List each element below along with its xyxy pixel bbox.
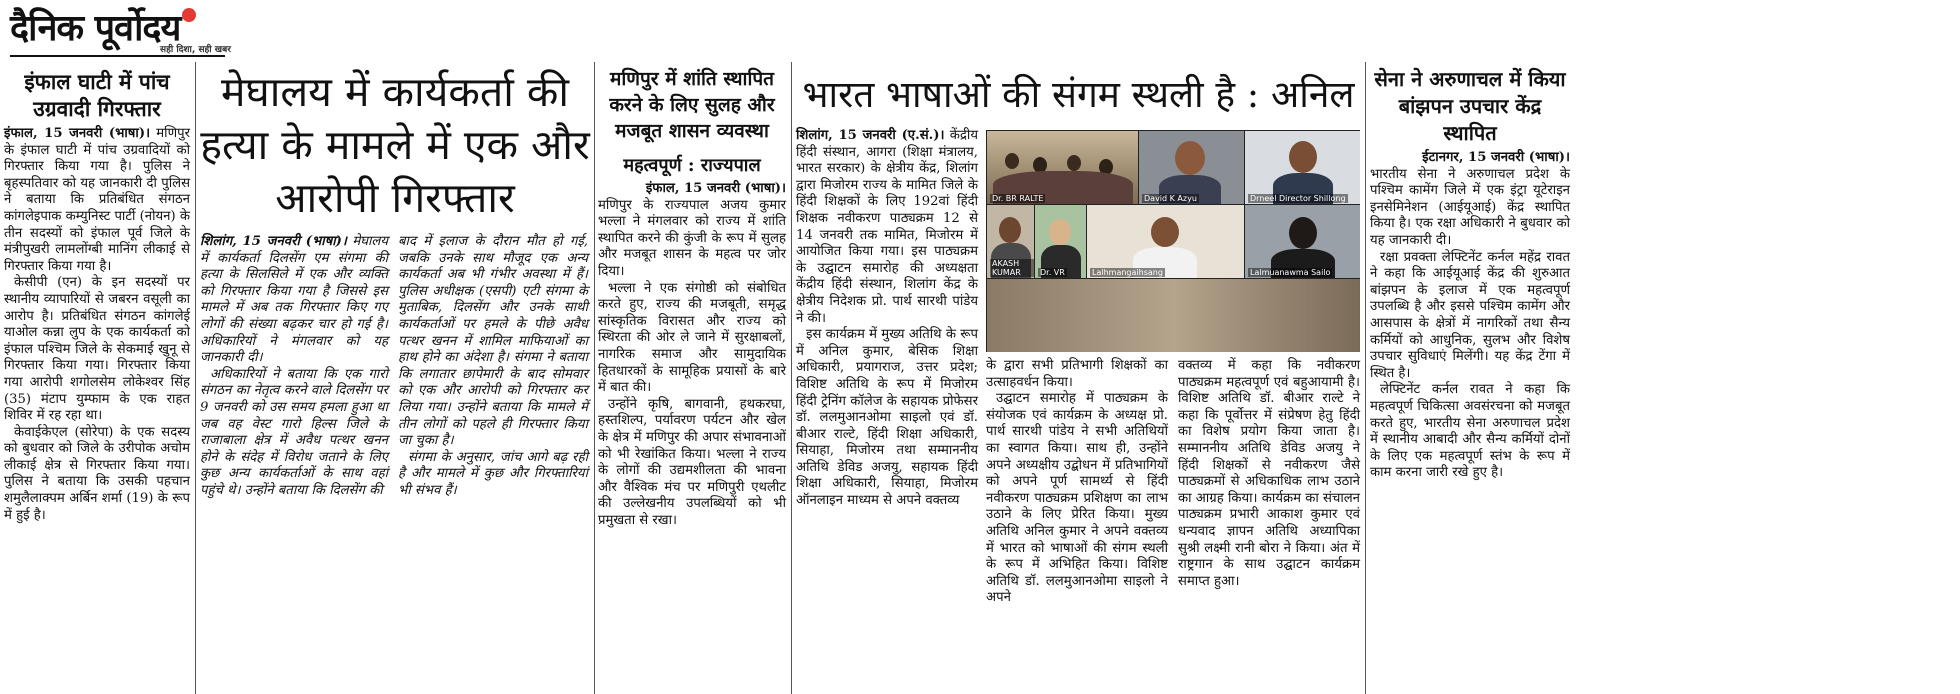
story-meghalaya-dateline: शिलांग, 15 जनवरी (भाषा)। bbox=[200, 234, 347, 249]
story-imphal bbox=[4, 68, 190, 524]
masthead-tagline: सही दिशा, सही खबर bbox=[160, 45, 231, 55]
photo-tile-director bbox=[1244, 130, 1360, 206]
photo-person bbox=[1289, 217, 1317, 249]
story-arunachal-headline: सेना ने अरुणाचल में किया बांझपन उपचार केंद्र स्थापित bbox=[1374, 67, 1566, 145]
story-arunachal bbox=[1370, 66, 1956, 482]
masthead-dot-icon bbox=[182, 8, 196, 22]
photo-person bbox=[1049, 219, 1071, 245]
story-language-col3 bbox=[1178, 358, 1360, 590]
story-meghalaya bbox=[200, 66, 590, 498]
photo-label: David K Azyu bbox=[1144, 194, 1197, 203]
story-language-dateline: शिलांग, 15 जनवरी (ए.सं.)। bbox=[796, 128, 945, 143]
story-meghalaya-headline: मेघालय में कार्यकर्ता की हत्या के मामले में एक और आरोपी गिरफ्तार bbox=[200, 68, 590, 222]
story-language-headline: भारत भाषाओं की संगम स्थली है : अनिल bbox=[802, 73, 1355, 116]
story-imphal-p1: मणिपुर के इंफाल घाटी में पांच उग्रवादियों को गिरफ्तार किया गया है। पुलिस ने बृहस्पतिवार को यह जानकारी दी पुलिस ने बताया कि प्रतिबंधित संगठन कांगलेइपाक कम्युनिस्ट पार्टी (नोयन) के तीन सदस्यों को इंफाल पूर्व जिले के मंत्रीपुखरी लामलोंग्बी मानिंग लीकाई से गिरफ्तार किया गया है। bbox=[4, 126, 190, 274]
photo-tile-akash bbox=[986, 204, 1036, 280]
photo-person bbox=[1067, 155, 1081, 171]
story-manipur-dateline: इंफाल, 15 जनवरी (भाषा)। bbox=[645, 181, 786, 196]
photo-label: Dr. VR bbox=[1040, 268, 1065, 277]
story-arunachal-p3: लेफ्टिनेंट कर्नल रावत ने कहा कि महत्वपूर्ण चिकित्सा अवसंरचना को मजबूत करते हुए, भारतीय सेना अरुणाचल प्रदेश में स्थानीय आबादी और सैन्य कर्मियों दोनों के लिए एक महत्वपूर्ण स्तंभ के रूप में काम करना जारी रखे हुए है। bbox=[1370, 382, 1570, 481]
photo-label: Lalhmangaihsang bbox=[1092, 268, 1163, 277]
story-language-p2: इस कार्यक्रम में मुख्य अतिथि के रूप में अनिल कुमार, बेसिक शिक्षा अधिकारी, प्रयागराज, उत्तर प्रदेश; विशिष्ट अतिथि के रूप में मिजोरम हिंदी ट्रेनिंग कॉलेज के सहायक प्रोफेसर डॉ. ललमुआनओमा साइलो एवं डॉ. बीआर राल्टे, हिंदी शिक्षा अधिकारी, सियाहा, मिजोरम तथा सम्माननीय अतिथि डेविड अजयु, सहायक हिंदी शिक्षा अधिकारी, सियाहा, मिजोरम ऑनलाइन माध्यम से अपने वक्तव्य bbox=[796, 327, 978, 509]
photo-person bbox=[1005, 153, 1019, 169]
photo-person bbox=[999, 217, 1021, 243]
photo-label: Dr. BR RALTE bbox=[992, 194, 1044, 203]
story-language-c2: के द्वारा सभी प्रतिभागी शिक्षकों का उत्साहवर्धन किया। bbox=[986, 358, 1168, 390]
story-language bbox=[796, 66, 1361, 606]
story-imphal-body bbox=[4, 126, 190, 524]
video-conference-photo bbox=[986, 130, 1360, 352]
story-manipur-p1: मणिपुर के राज्यपाल अजय कुमार भल्ला ने मंगलवार को राज्य में शांति स्थापित करने की कुंजी के रूप में सुलह और मजबूत शासन के महत्व पर जोर दिया। bbox=[598, 197, 786, 279]
story-language-col1 bbox=[796, 128, 978, 510]
column-rule bbox=[1365, 62, 1366, 694]
story-arunachal-body bbox=[1370, 150, 1570, 482]
story-language-c2b: उद्घाटन समारोह में पाठ्यक्रम के संयोजक एवं कार्यक्रम के अध्यक्ष प्रो. पार्थ सारथी पांडेय ने सभी अतिथियों का स्वागत किया। साथ ही, उन्होंने अपने अध्यक्षीय उद्बोधन में प्रतिभागियों को अपने पूर्ण सामर्थ्य से हिंदी नवीकरण पाठ्यक्रम प्रशिक्षण का लाभ उठाने के लिए प्रेरित किया। मुख्य अतिथि अनिल कुमार ने अपने वक्तव्य में भारत को भाषाओं की संगम स्थली के रूप में अभिहित किया। विशिष्ट अतिथि डॉ. ललमुआनओमा साइलो ने अपने bbox=[986, 391, 1168, 606]
photo-tile-drvr bbox=[1034, 204, 1088, 280]
masthead bbox=[10, 2, 235, 54]
story-language-col2 bbox=[986, 358, 1168, 607]
story-meghalaya-col2b: संगमा के अनुसार, जांच आगे बढ़ रही है और मामले में कुछ और गिरफ्तारियां भी संभव हैं। bbox=[398, 449, 588, 498]
story-meghalaya-col2-text: बाद में इलाज के दौरान मौत हो गई, जबकि उनके साथ मौजूद एक अन्य कार्यकर्ता अब भी गंभीर अवस्था में हैं। पुलिस अधीक्षक (एसपी) एटी संगमा के मुताबिक, दिलसेंग और उनके साथी कार्यकर्ताओं पर हमले के पीछे अवैध पत्थर खनन में शामिल माफियाओं का हाथ होने का अंदेशा है। संगमा ने बताया कि लगातार छापेमारी के बाद सोमवार को एक और आरोपी को गिरफ्तार कर लिया गया। उन्होंने बताया कि मामले में तीन लोगों को पहले ही गिरफ्तार किया जा चुका है। bbox=[398, 234, 588, 449]
masthead-title: दैनिक पूर्वोदय bbox=[10, 8, 181, 49]
story-manipur bbox=[598, 66, 786, 529]
photo-person bbox=[1289, 141, 1317, 173]
column-rule bbox=[195, 62, 196, 694]
column-rule bbox=[594, 62, 595, 694]
photo-label: Lalmuanawma Sailo bbox=[1250, 268, 1331, 277]
story-meghalaya-col2 bbox=[398, 234, 588, 500]
story-manipur-headline: मणिपुर में शांति स्थापित करने के लिए सुलह और मजबूत शासन व्यवस्था bbox=[609, 68, 775, 142]
story-arunachal-p1: भारतीय सेना ने अरुणाचल प्रदेश के पश्चिम कामेंग जिले में एक इंट्रा यूटेराइन इनसेमिनेशन (आईयूआई) केंद्र स्थापित किया है। एक रक्षा अधिकारी ने बुधवार को यह जानकारी दी। bbox=[1370, 166, 1570, 248]
story-imphal-p2: केसीपी (एन) के इन सदस्यों पर स्थानीय व्यापारियों से जबरन वसूली का आरोप है। प्रतिबंधित संगठन कांगलेई याओल कन्ना लुप के एक कार्यकर्ता को इंफाल पश्चिम जिले के सेकमाई खुनू से गिरफ्तार किया गया। गिरफ्तार किया गया आरोपी शगोलसेम लोकेश्वर सिंह (35) मंटाप युम्फाम के एक राहत शिविर में रह रहा था। bbox=[4, 275, 190, 424]
story-meghalaya-col1-text: मेघालय में कार्यकर्ता दिलसेंग एम संगमा की हत्या के सिलसिले में एक और व्यक्ति को गिरफ्तार किया गया है जिससे इस मामले में अब तक गिरफ्तार किए गए लोगों की संख्या बढ़कर चार हो गई है। अधिकारियों ने मंगलवार को यह जानकारी दी। bbox=[200, 234, 388, 366]
story-meghalaya-col1b: अधिकारियों ने बताया कि एक गारो संगठन का नेतृत्व करने वाले दिलसेंग पर 9 जनवरी को उस समय हमला हुआ था जब वह वेस्ट गारो हिल्स जिले के राजाबाला क्षेत्र में अवैध पत्थर खनन होने के संदेह में विरोध जताने के लिए कुछ अन्य कार्यकर्ताओं के साथ वहां पहुंचे थे। उन्होंने बताया कि दिलसेंग की bbox=[200, 366, 388, 498]
photo-tile-classroom bbox=[986, 130, 1140, 206]
story-imphal-p3: केवाईकेएल (सोरेपा) के एक सदस्य को बुधवार को जिले के उरीपोक अचोम लीकाई क्षेत्र से गिरफ्तार किया गया। पुलिस ने बताया कि उसकी पहचान शमुलैलाक्पम अर्बिन शर्मा (19) के रूप में हुई है। bbox=[4, 424, 190, 523]
story-imphal-headline: इंफाल घाटी में पांच उग्रवादी गिरफ्तार bbox=[24, 69, 170, 121]
photo-tile-bottom bbox=[986, 278, 1360, 352]
photo-label: Drneel Director Shillong bbox=[1250, 194, 1346, 203]
photo-tile-office bbox=[1086, 204, 1246, 280]
photo-tile-sailo bbox=[1244, 204, 1360, 280]
story-meghalaya-col1 bbox=[200, 234, 388, 500]
story-manipur-p3: उन्होंने कृषि, बागवानी, हथकरघा, हस्तशिल्प, पर्यावरण पर्यटन और खेल के क्षेत्र में मणिपुर की अपार संभावनाओं को भी रेखांकित किया। भल्ला ने राज्य के लोगों की उद्यमशीलता की भावना और वैश्विक मंच पर मणिपुरी एथलीट की उल्लेखनीय उपलब्धियों को भी प्रमुखता से रखा। bbox=[598, 396, 786, 528]
story-language-c3: वक्तव्य में कहा कि नवीकरण पाठ्यक्रम महत्वपूर्ण एवं बहुआयामी है। विशिष्ट अतिथि डॉ. बीआर राल्टे ने कहा कि पूर्वोत्तर में संप्रेषण हेतु हिंदी का विशेष प्रयोग किया जाता है। सम्माननीय अतिथि डेविड अजयु ने हिंदी शिक्षकों से नवीकरण जैसे पाठ्यक्रमों से अधिकाधिक लाभ उठाने का आग्रह किया। कार्यक्रम का संचालन पाठ्यक्रम प्रभारी आकाश कुमार एवं धन्यवाद ज्ञापन अतिथि अध्यापिका सुश्री लक्ष्मी रानी बोरा ने किया। अंत में राष्ट्रगान के साथ उद्घाटन कार्यक्रम समाप्त हुआ। bbox=[1178, 358, 1360, 589]
story-manipur-headline2: महत्वपूर्ण : राज्यपाल bbox=[623, 155, 761, 176]
masthead-rule bbox=[10, 55, 225, 57]
story-manipur-body bbox=[598, 181, 786, 529]
story-imphal-dateline: इंफाल, 15 जनवरी (भाषा)। bbox=[4, 126, 151, 141]
story-manipur-p2: भल्ला ने एक संगोष्ठी को संबोधित करते हुए, राज्य की मजबूती, समृद्ध सांस्कृतिक विरासत और राज्य को स्थिरता की ओर ले जाने में सुरक्षाबलों, नागरिक समाज और सामुदायिक हितधारकों के सामूहिक प्रयासों के बारे में बात की। bbox=[598, 280, 786, 396]
photo-tile-participant bbox=[1138, 130, 1246, 206]
story-arunachal-p2: रक्षा प्रवक्ता लेफ्टिनेंट कर्नल महेंद्र रावत ने कहा कि आईयूआई केंद्र की शुरुआत बांझपन के इलाज में एक महत्वपूर्ण उपलब्धि है और इससे पश्चिम कामेंग और आसपास के क्षेत्रों में नागरिकों तथा सैन्य कर्मियों को आधुनिक, सुलभ और विशेष उपचार सुविधाएं मिलेंगी। यह केंद्र टेंगा में स्थित है। bbox=[1370, 249, 1570, 381]
photo-person bbox=[1151, 217, 1179, 247]
photo-person bbox=[1175, 141, 1205, 175]
column-rule bbox=[791, 62, 792, 694]
story-language-p1: केंद्रीय हिंदी संस्थान, आगरा (शिक्षा मंत्रालय, भारत सरकार) के क्षेत्रीय केंद्र, शिलांग द्वारा मिजोरम राज्य के मामित जिले के हिंदी शिक्षकों के लिए 192वां हिंदी शिक्षक नवीकरण पाठ्यक्रम 12 से 14 जनवरी तक मामित, मिजोरम में आयोजित किया गया। इस पाठ्यक्रम के उद्घाटन समारोह की अध्यक्षता केंद्रीय हिंदी संस्थान, शिलांग केंद्र के क्षेत्रीय निदेशक प्रो. पार्थ सारथी पांडेय ने की। bbox=[796, 128, 978, 326]
photo-label: AKASH KUMAR bbox=[990, 259, 1035, 277]
story-arunachal-dateline: ईटानगर, 15 जनवरी (भाषा)। bbox=[1422, 150, 1570, 165]
